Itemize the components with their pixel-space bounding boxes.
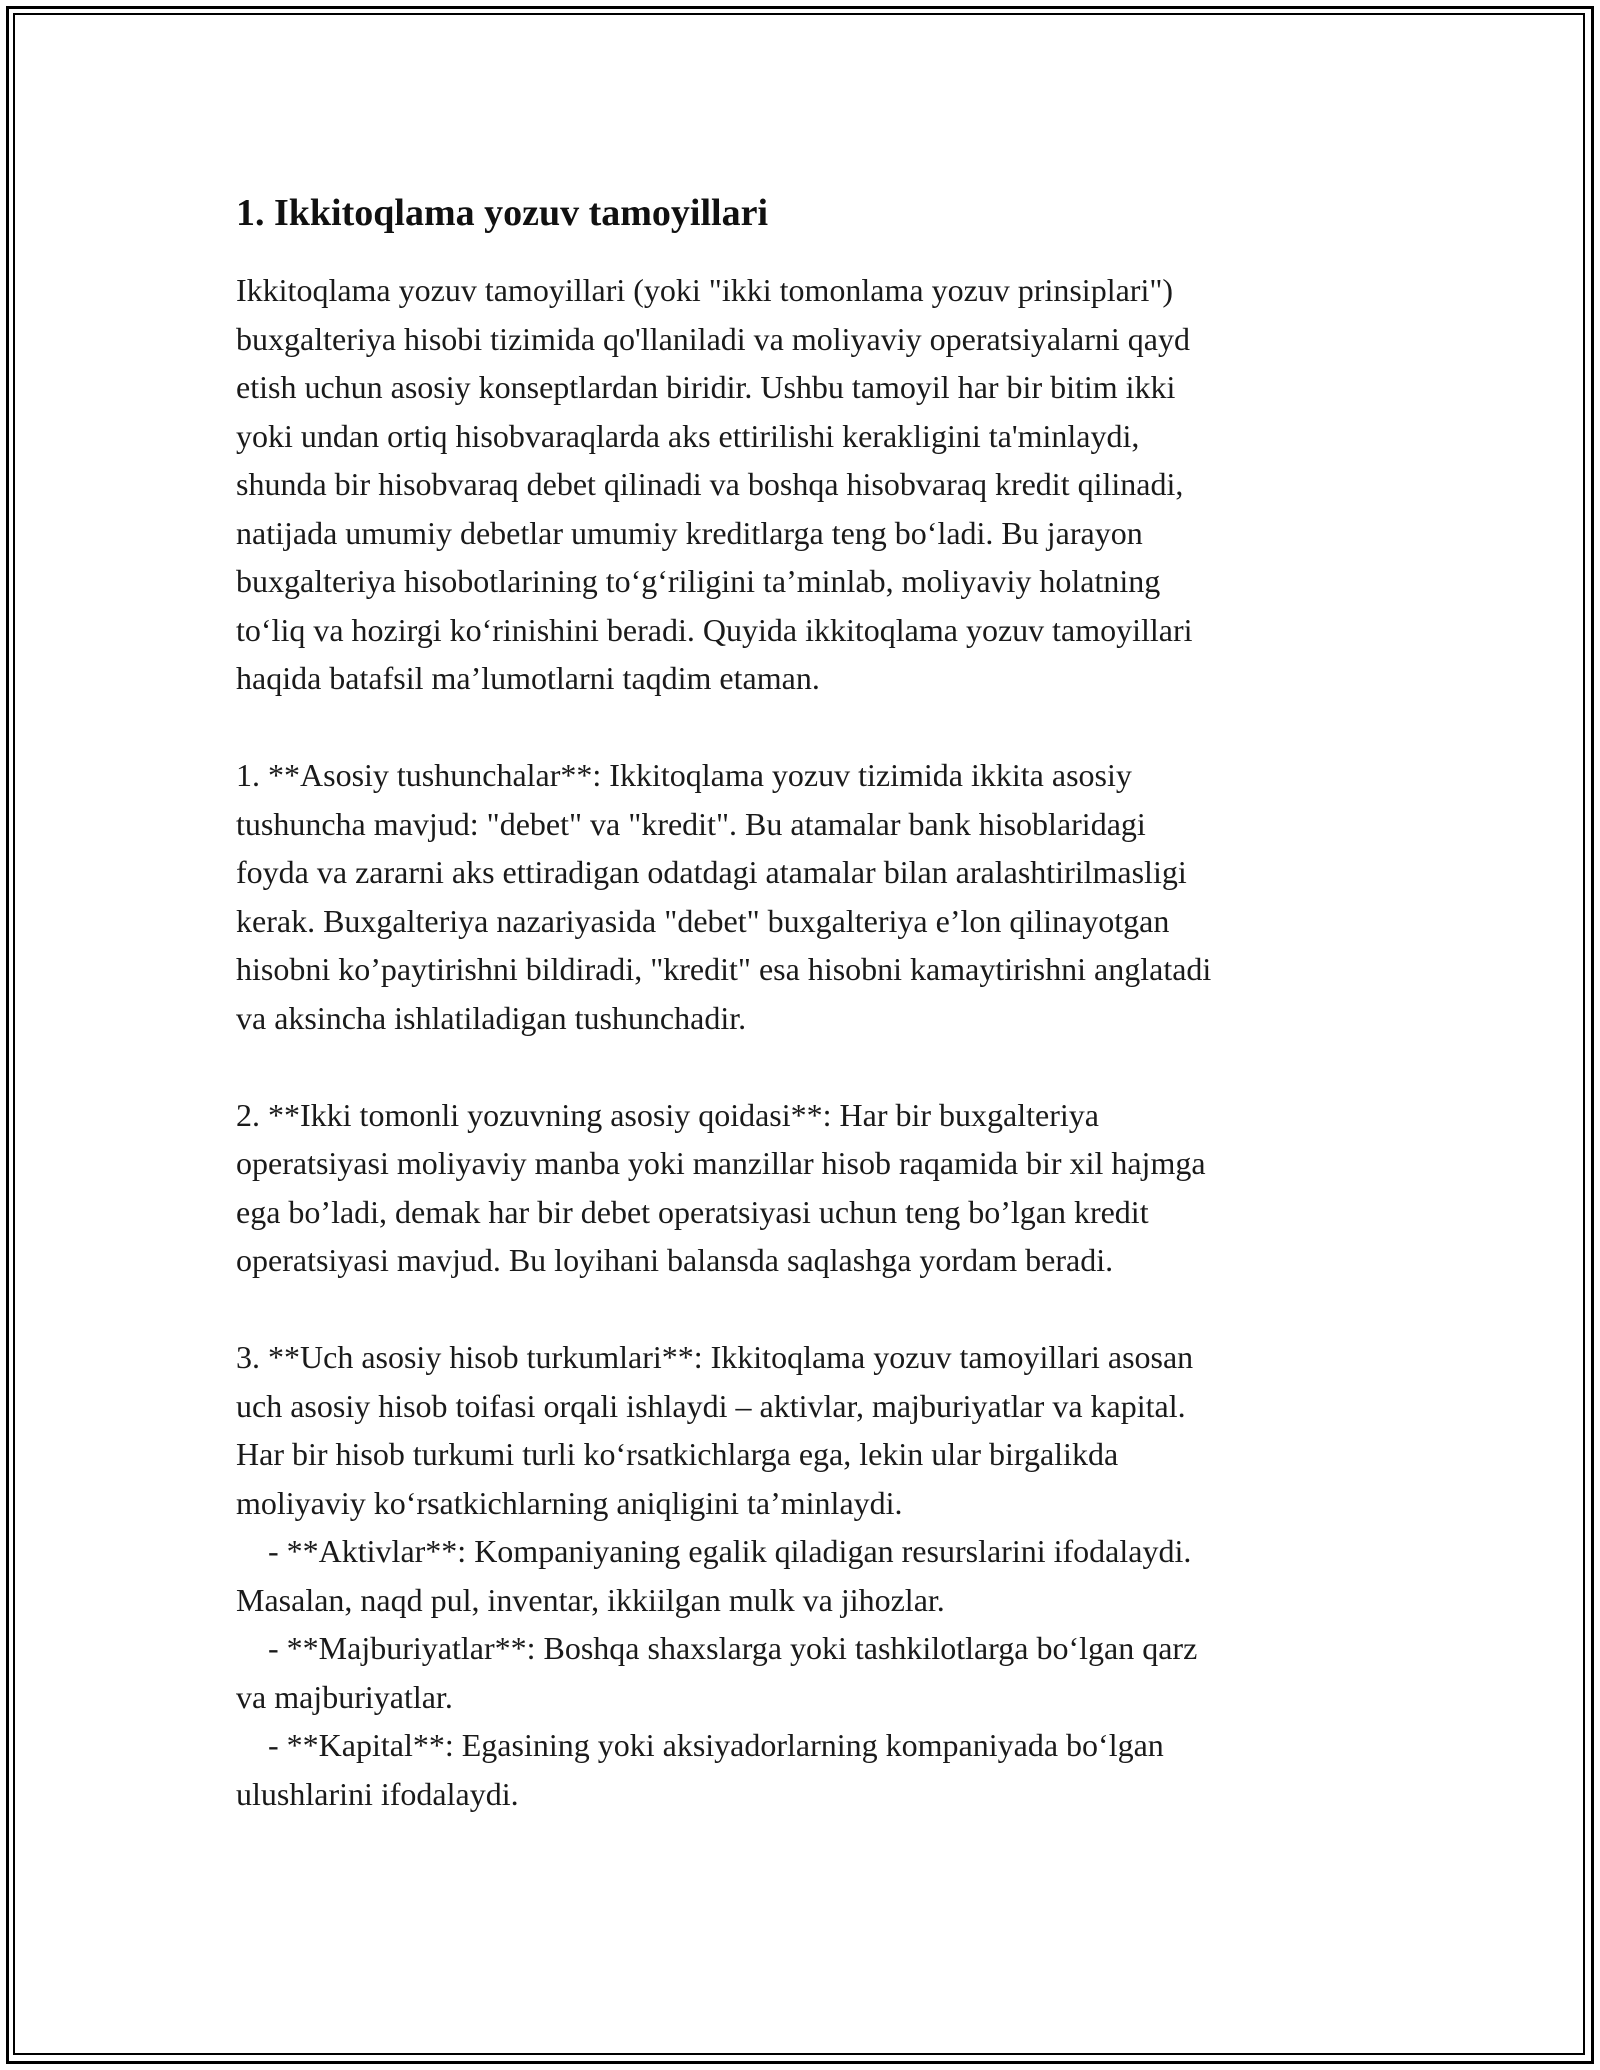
paragraph-spacer — [236, 1042, 1376, 1091]
paragraph-spacer — [236, 703, 1376, 752]
section-basic-concepts: 1. **Asosiy tushunchalar**: Ikkitoqlama yozuv tizimida ikkita asosiy tushuncha mavjud: "debet" va "kredit". Bu atamalar bank hisoblaridagi foyda va zararni aks ettiradigan odatdagi atamalar bilan aralashtirilmasligi kerak. Buxgalteriya nazariyasida "debet" buxgalteriya e’lon qilinayotgan hisobni ko’paytirishni bildiradi, "kredit" esa hisobni kamaytirishni anglatadi va aksincha ishlatiladigan tushunchadir. — [236, 757, 1212, 1036]
intro-paragraph: Ikkitoqlama yozuv tamoyillari (yoki "ikki tomonlama yozuv prinsiplari") buxgalteriya hisobi tizimida qo'llaniladi va moliyaviy operatsiyalarni qayd etish uchun asosiy konseptlardan biridir. Ushbu tamoyil har bir bitim ikki yoki undan ortiq hisobvaraqlarda aks ettirilishi kerakligini ta'minlaydi, shunda bir hisobvaraq debet qilinadi va boshqa hisobvaraq kredit qilinadi, natijada umumiy debetlar umumiy kreditlarga teng boʻladi. Bu jarayon buxgalteriya hisobotlarining toʻgʻriligini taʼminlab, moliyaviy holatning toʻliq va hozirgi koʻrinishini beradi. Quyida ikkitoqlama yozuv tamoyillari haqida batafsil maʼlumotlarni taqdim etaman. — [236, 272, 1193, 696]
section-double-entry-rule: 2. **Ikki tomonli yozuvning asosiy qoidasi**: Har bir buxgalteriya operatsiyasi moliyaviy manba yoki manzillar hisob raqamida bir xil hajmga ega bo’ladi, demak har bir debet operatsiyasi uchun teng bo’lgan kredit operatsiyasi mavjud. Bu loyihani balansda saqlashga yordam beradi. — [236, 1096, 1206, 1278]
document-body — [236, 190, 1376, 1818]
document-title: 1. Ikkitoqlama yozuv tamoyillari — [236, 192, 769, 234]
paragraph-spacer — [236, 1285, 1376, 1334]
section-account-categories: 3. **Uch asosiy hisob turkumlari**: Ikkitoqlama yozuv tamoyillari asosan uch asosiy hisob toifasi orqali ishlaydi – aktivlar, majburiyatlar va kapital. Har bir hisob turkumi turli koʻrsatkichlarga ega, lekin ular birgalikda moliyaviy koʻrsatkichlarning aniqligini taʼminlaydi. - **Aktivlar**: Kompaniyaning egalik qiladigan resurslarini ifodalaydi. Masalan, naqd pul, inventar, ikkiilgan mulk va jihozlar. - **Majburiyatlar**: Boshqa shaxslarga yoki tashkilotlarga boʻlgan qarz va majburiyatlar. - **Kapital**: Egasining yoki aksiyadorlarning kompaniyada boʻlgan ulushlarini ifodalaydi. — [236, 1339, 1198, 1812]
